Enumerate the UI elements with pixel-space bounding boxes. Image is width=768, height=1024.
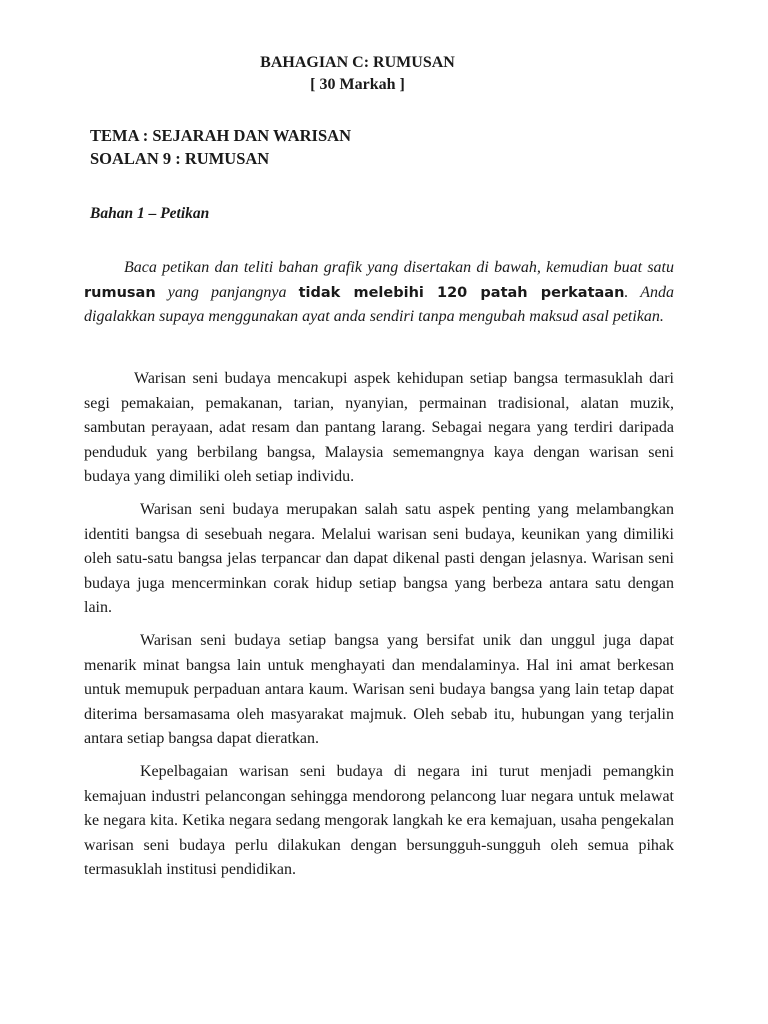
instruction-text-2: yang panjangnya [155, 283, 299, 301]
section-title: BAHAGIAN C: RUMUSAN [260, 54, 455, 71]
instruction-bold-word-limit: tidak melebihi 120 patah perkataan [298, 284, 625, 301]
passage-paragraph-1: Warisan seni budaya mencakupi aspek kehidupan setiap bangsa termasuklah dari segi pemakaian, pemakanan, tarian, nyanyian, permainan tradisional, alatan muzik, sambutan perayaan, adat resam dan pantang larang. Sebagai negara yang terdiri daripada penduduk yang berbilang bangsa, Malaysia sememangnya kaya dengan warisan seni budaya yang dimiliki oleh setiap individu. [84, 370, 674, 485]
instruction-paragraph [84, 256, 674, 330]
theme-title: TEMA : SEJARAH DAN WARISAN [90, 126, 351, 145]
passage-paragraph-2: Warisan seni budaya merupakan salah satu aspek penting yang melambangkan identiti bangsa di sesebuah negara. Melalui warisan seni budaya, keunikan yang dimiliki oleh satu-satu bangsa jelas terpancar dan dapat dikenal pasti dengan jelasnya. Warisan seni budaya juga mencerminkan corak hidup setiap bangsa yang berbeza antara satu dengan lain. [84, 501, 674, 616]
passage-paragraph-4: Kepelbagaian warisan seni budaya di negara ini turut menjadi pemangkin kemajuan industri pelancongan sehingga mendorong pelancong luar negara untuk melawat ke negara kita. Ketika negara sedang mengorak langkah ke era kemajuan, usaha pengekalan warisan seni budaya perlu dilakukan dengan bersungguh-sungguh oleh semua pihak termasuklah institusi pendidikan. [84, 763, 674, 878]
source-label: Bahan 1 – Petikan [90, 205, 210, 222]
section-header [0, 52, 715, 96]
instruction-text-3: . Anda digalakkan supaya menggunakan ayat anda sendiri tanpa mengubah maksud asal petikan. [84, 283, 674, 325]
instruction-text-1: Baca petikan dan teliti bahan grafik yang disertakan di bawah, kemudian buat satu [124, 259, 674, 276]
passage-paragraph-3: Warisan seni budaya setiap bangsa yang bersifat unik dan unggul juga dapat menarik minat bangsa lain untuk menghayati dan mendalaminya. Hal ini amat berkesan untuk memupuk perpaduan antara kaum. Warisan seni budaya bangsa yang lain tetap dapat diterima bersamasama oleh masyarakat majmuk. Oleh sebab itu, hubungan yang terjalin antara setiap bangsa dapat dieratkan. [84, 632, 674, 747]
instruction-bold-rumusan: rumusan [84, 284, 156, 301]
question-title: SOALAN 9 : RUMUSAN [90, 149, 270, 168]
marks-label: [ 30 Markah ] [310, 76, 405, 93]
theme-block [90, 124, 351, 170]
